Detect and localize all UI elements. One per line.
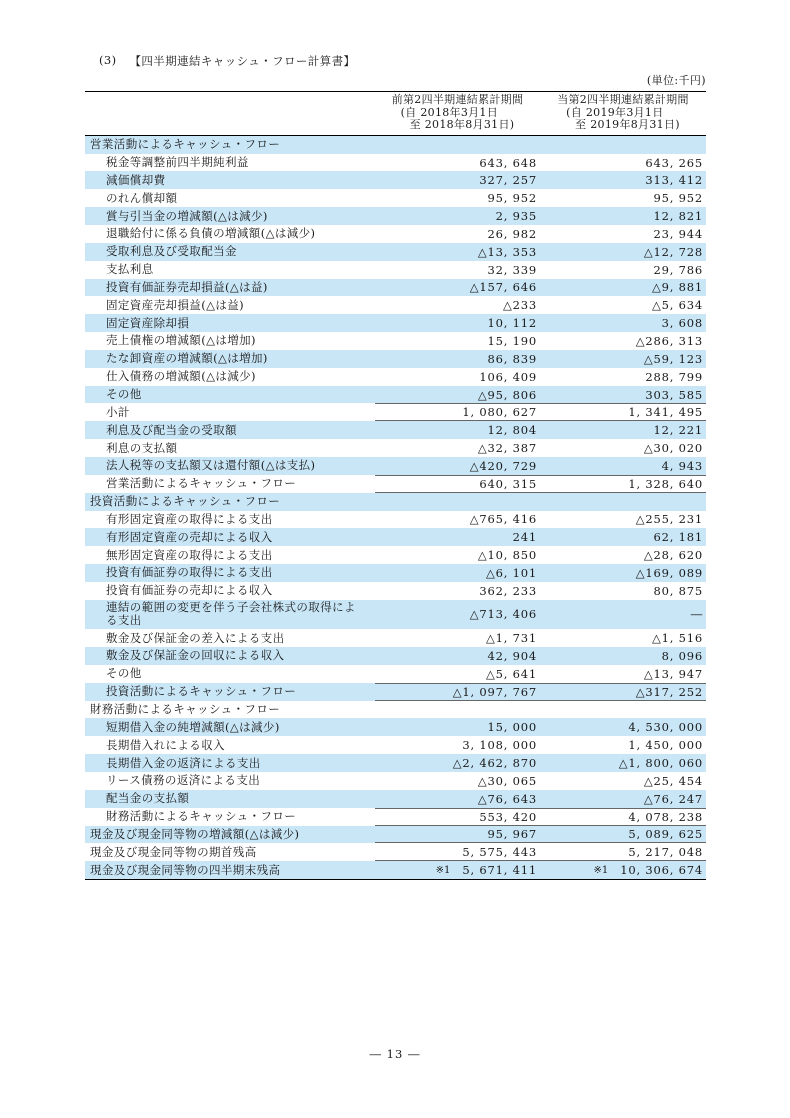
amount-value: 62, 181 — [653, 530, 703, 545]
table-row — [85, 861, 706, 879]
amount-value: 12, 221 — [653, 423, 703, 438]
amount-prior-period — [375, 457, 540, 475]
amount-current-period — [540, 718, 706, 736]
amount-value: 1, 328, 640 — [628, 476, 703, 491]
row-label: 投資活動によるキャッシュ・フロー — [106, 684, 297, 699]
amount-current-period — [540, 754, 706, 772]
row-label: 仕入債務の増減額(△は減少) — [106, 369, 256, 384]
row-label: 長期借入れによる収入 — [106, 737, 225, 752]
row-label: 現金及び現金同等物の四半期末残高 — [90, 862, 281, 877]
row-label: 売上債権の増減額(△は増加) — [106, 333, 256, 348]
amount-value: 95, 952 — [653, 191, 703, 206]
amount-prior-period — [375, 582, 540, 600]
row-label: その他 — [106, 387, 142, 402]
amount-current-period — [540, 207, 706, 225]
row-label: 投資活動によるキャッシュ・フロー — [90, 494, 281, 509]
amount-value: △765, 416 — [469, 512, 537, 527]
amount-prior-period — [375, 439, 540, 457]
table-row — [85, 511, 706, 529]
row-label: 利息及び配当金の受取額 — [106, 422, 237, 437]
amount-prior-period — [375, 493, 540, 511]
row-label: 敷金及び保証金の回収による収入 — [106, 648, 285, 663]
amount-value: 10, 112 — [487, 316, 537, 331]
amount-value: 12, 804 — [487, 423, 537, 438]
amount-value: △233 — [503, 298, 537, 313]
table-row — [85, 243, 706, 261]
amount-current-period — [540, 279, 706, 297]
amount-value: △30, 065 — [477, 773, 537, 788]
amount-value: △255, 231 — [635, 512, 703, 527]
amount-value: 15, 000 — [487, 720, 537, 735]
row-label: 敷金及び保証金の差入による支出 — [106, 630, 285, 645]
amount-current-period — [540, 171, 706, 189]
amount-prior-period — [375, 808, 540, 826]
amount-value: 5, 575, 443 — [462, 844, 537, 859]
section-number: (3) — [99, 53, 117, 67]
amount-value: 10, 306, 674 — [620, 863, 703, 878]
amount-value: 29, 786 — [653, 262, 703, 277]
table-row — [85, 629, 706, 647]
amount-value: 288, 799 — [645, 369, 703, 384]
amount-value: 8, 096 — [661, 648, 703, 663]
row-label: 投資有価証券の売却による収入 — [106, 583, 273, 598]
amount-current-period — [540, 582, 706, 600]
amount-value: 241 — [512, 530, 537, 545]
amount-value: 2, 935 — [495, 209, 537, 224]
amount-prior-period — [375, 546, 540, 564]
amount-current-period — [540, 261, 706, 279]
amount-current-period — [540, 493, 706, 511]
amount-prior-period — [375, 243, 540, 261]
amount-value: 553, 420 — [479, 809, 537, 824]
amount-current-period — [540, 368, 706, 386]
row-label: 税金等調整前四半期純利益 — [106, 155, 249, 170]
table-row — [85, 701, 706, 719]
table-row — [85, 808, 706, 826]
amount-current-period — [540, 564, 706, 582]
amount-current-period — [540, 332, 706, 350]
amount-value: 86, 839 — [487, 351, 537, 366]
amount-current-period — [540, 826, 706, 844]
amount-current-period — [540, 861, 706, 879]
amount-value: 15, 190 — [487, 333, 537, 348]
table-row — [85, 790, 706, 808]
amount-value: 106, 409 — [479, 369, 537, 384]
amount-prior-period — [375, 279, 540, 297]
row-label: 財務活動によるキャッシュ・フロー — [90, 702, 281, 717]
amount-value: △5, 641 — [485, 666, 537, 681]
amount-value: △32, 387 — [477, 441, 537, 456]
amount-value: 362, 233 — [479, 583, 537, 598]
amount-prior-period — [375, 843, 540, 861]
amount-current-period — [540, 736, 706, 754]
amount-prior-period — [375, 511, 540, 529]
table-row — [85, 154, 706, 172]
amount-prior-period — [375, 386, 540, 404]
table-body — [85, 136, 706, 879]
table-row — [85, 368, 706, 386]
table-row — [85, 564, 706, 582]
amount-value: 95, 952 — [487, 191, 537, 206]
table-row — [85, 403, 706, 421]
table-row — [85, 386, 706, 404]
amount-prior-period — [375, 701, 540, 719]
table-row — [85, 261, 706, 279]
table-row — [85, 136, 706, 154]
amount-value: 4, 078, 238 — [628, 809, 703, 824]
amount-prior-period — [375, 629, 540, 647]
amount-prior-period — [375, 826, 540, 844]
table-row — [85, 171, 706, 189]
row-label: 投資有価証券の取得による支出 — [106, 565, 273, 580]
amount-value: △1, 800, 060 — [618, 756, 703, 771]
amount-value: △2, 462, 870 — [452, 756, 537, 771]
amount-prior-period — [375, 600, 540, 630]
amount-prior-period — [375, 754, 540, 772]
date-from: (自 2019年3月1日 — [566, 105, 664, 119]
amount-value: △95, 806 — [477, 387, 537, 402]
row-label: 支払利息 — [106, 262, 154, 277]
amount-current-period — [540, 439, 706, 457]
amount-value: 5, 671, 411 — [462, 863, 537, 878]
amount-prior-period — [375, 718, 540, 736]
row-label: 受取利息及び受取配当金 — [106, 244, 237, 259]
row-label: 財務活動によるキャッシュ・フロー — [106, 809, 297, 824]
row-label: のれん償却額 — [106, 190, 178, 205]
amount-value: △59, 123 — [643, 351, 703, 366]
row-label: 減価償却費 — [106, 172, 166, 187]
date-from: (自 2018年3月1日 — [400, 105, 499, 119]
amount-value: △13, 353 — [477, 244, 537, 259]
amount-value: △1, 097, 767 — [452, 684, 537, 699]
table-row — [85, 279, 706, 297]
row-label: 固定資産売却損益(△は益) — [106, 297, 245, 312]
amount-current-period — [540, 457, 706, 475]
amount-current-period — [540, 136, 706, 154]
footnote-ref: ※1 — [593, 864, 609, 876]
amount-value: 1, 341, 495 — [628, 405, 703, 420]
amount-value: 643, 265 — [645, 155, 703, 170]
table-row — [85, 439, 706, 457]
table-row — [85, 457, 706, 475]
amount-current-period — [540, 511, 706, 529]
amount-value: 4, 530, 000 — [628, 720, 703, 735]
table-row — [85, 736, 706, 754]
amount-value: 4, 943 — [661, 458, 703, 473]
table-row — [85, 189, 706, 207]
amount-current-period — [540, 701, 706, 719]
table-row — [85, 600, 706, 630]
amount-current-period — [540, 772, 706, 790]
amount-value: 303, 585 — [645, 387, 703, 402]
row-label: 現金及び現金同等物の増減額(△は減少) — [90, 826, 300, 841]
amount-prior-period — [375, 171, 540, 189]
amount-prior-period — [375, 564, 540, 582]
amount-prior-period — [375, 861, 540, 879]
statement-body — [85, 73, 706, 880]
row-label: 有形固定資産の取得による支出 — [106, 511, 273, 526]
row-label: たな卸資産の増減額(△は増加) — [106, 351, 268, 366]
row-label: 営業活動によるキャッシュ・フロー — [90, 137, 281, 152]
amount-value: 640, 315 — [479, 476, 537, 491]
date-to: 至 2018年8月31日) — [409, 118, 515, 132]
table-row — [85, 332, 706, 350]
amount-value: 26, 982 — [487, 226, 537, 241]
amount-prior-period — [375, 207, 540, 225]
row-label: 利息の支払額 — [106, 440, 178, 455]
table-row — [85, 843, 706, 861]
table-row — [85, 718, 706, 736]
row-label: 賞与引当金の増減額(△は減少) — [106, 208, 268, 223]
amount-value: △25, 454 — [643, 773, 703, 788]
table-header — [85, 92, 706, 136]
amount-value: 327, 257 — [479, 173, 537, 188]
row-label: その他 — [106, 666, 142, 681]
table-row — [85, 350, 706, 368]
amount-current-period — [540, 314, 706, 332]
amount-value: △76, 247 — [643, 791, 703, 806]
amount-value: △76, 643 — [477, 791, 537, 806]
row-label: 投資有価証券売却損益(△は益) — [106, 279, 268, 294]
table-row — [85, 225, 706, 243]
amount-value: 95, 967 — [487, 826, 537, 841]
row-label: 小計 — [106, 404, 130, 419]
amount-prior-period — [375, 314, 540, 332]
amount-prior-period — [375, 350, 540, 368]
amount-current-period — [540, 843, 706, 861]
row-label: 退職給付に係る負債の増減額(△は減少) — [106, 226, 316, 241]
amount-value: 3, 108, 000 — [462, 738, 537, 753]
amount-current-period — [540, 475, 706, 493]
row-label: 固定資産除却損 — [106, 315, 190, 330]
period-dates — [566, 107, 680, 132]
amount-current-period — [540, 600, 706, 630]
amount-current-period — [540, 421, 706, 439]
amount-current-period — [540, 386, 706, 404]
amount-current-period — [540, 528, 706, 546]
row-label: リース債務の返済による支出 — [106, 773, 261, 788]
amount-prior-period — [375, 261, 540, 279]
cash-flow-table — [85, 91, 706, 880]
period-dates — [401, 107, 515, 132]
amount-value: △420, 729 — [469, 458, 537, 473]
amount-current-period — [540, 296, 706, 314]
amount-value: 5, 089, 625 — [628, 826, 703, 841]
table-row — [85, 475, 706, 493]
amount-prior-period — [375, 403, 540, 421]
amount-prior-period — [375, 368, 540, 386]
amount-value: 1, 080, 627 — [462, 405, 537, 420]
amount-current-period — [540, 683, 706, 701]
period-label: 当第2四半期連結累計期間 — [557, 93, 689, 106]
table-row — [85, 582, 706, 600]
amount-value: △30, 020 — [643, 441, 703, 456]
amount-value: △10, 850 — [477, 548, 537, 563]
table-row — [85, 207, 706, 225]
date-to: 至 2019年8月31日) — [575, 118, 680, 132]
row-label: 短期借入金の純増減額(△は減少) — [106, 719, 280, 734]
amount-value: ― — [690, 607, 703, 622]
amount-prior-period — [375, 736, 540, 754]
row-label: 連結の範囲の変更を伴う子会社株式の取得による支出 — [106, 600, 356, 628]
column-header-current-period — [540, 94, 706, 132]
amount-current-period — [540, 350, 706, 368]
table-row — [85, 296, 706, 314]
amount-prior-period — [375, 790, 540, 808]
amount-current-period — [540, 790, 706, 808]
amount-current-period — [540, 808, 706, 826]
amount-prior-period — [375, 225, 540, 243]
unit-note: (単位:千円) — [646, 74, 706, 87]
statement-title: 【四半期連結キャッシュ・フロー計算書】 — [129, 54, 356, 68]
table-row — [85, 421, 706, 439]
amount-prior-period — [375, 154, 540, 172]
amount-value: △713, 406 — [469, 607, 537, 622]
amount-prior-period — [375, 136, 540, 154]
table-row — [85, 314, 706, 332]
row-label: 長期借入金の返済による支出 — [106, 755, 261, 770]
amount-value: △1, 731 — [485, 631, 537, 646]
row-label: 配当金の支払額 — [106, 791, 190, 806]
amount-prior-period — [375, 665, 540, 683]
row-label: 法人税等の支払額又は還付額(△は支払) — [106, 458, 316, 473]
amount-value: △317, 252 — [635, 684, 703, 699]
period-label: 前第2四半期連結累計期間 — [391, 93, 524, 106]
amount-current-period — [540, 629, 706, 647]
footnote-ref: ※1 — [435, 864, 451, 876]
amount-value: 313, 412 — [645, 173, 703, 188]
column-header-prior-period — [375, 94, 540, 132]
amount-value: 42, 904 — [487, 648, 537, 663]
header-spacer — [85, 94, 375, 132]
table-row — [85, 647, 706, 665]
amount-value: △286, 313 — [635, 333, 703, 348]
amount-value: 5, 217, 048 — [628, 844, 703, 859]
amount-prior-period — [375, 772, 540, 790]
page-title — [99, 53, 355, 69]
amount-value: 32, 339 — [487, 262, 537, 277]
amount-current-period — [540, 243, 706, 261]
amount-current-period — [540, 665, 706, 683]
table-row — [85, 493, 706, 511]
amount-value: 1, 450, 000 — [628, 738, 703, 753]
amount-prior-period — [375, 296, 540, 314]
amount-value: △28, 620 — [643, 548, 703, 563]
row-label: 有形固定資産の売却による収入 — [106, 529, 273, 544]
amount-value: 3, 608 — [661, 316, 703, 331]
row-label: 無形固定資産の取得による支出 — [106, 547, 273, 562]
amount-value: △157, 646 — [469, 280, 537, 295]
amount-current-period — [540, 546, 706, 564]
amount-value: △13, 947 — [643, 666, 703, 681]
amount-prior-period — [375, 528, 540, 546]
amount-value: △6, 101 — [485, 565, 537, 580]
table-row — [85, 772, 706, 790]
amount-value: 80, 875 — [653, 583, 703, 598]
table-row — [85, 665, 706, 683]
amount-prior-period — [375, 332, 540, 350]
amount-prior-period — [375, 647, 540, 665]
amount-value: △169, 089 — [635, 565, 703, 580]
amount-value: 23, 944 — [653, 226, 703, 241]
table-row — [85, 754, 706, 772]
page-number: ― 13 ― — [369, 1047, 421, 1061]
amount-value: △12, 728 — [643, 244, 703, 259]
row-label: 現金及び現金同等物の期首残高 — [90, 844, 257, 859]
amount-value: △5, 634 — [651, 298, 703, 313]
table-row — [85, 826, 706, 844]
table-row — [85, 683, 706, 701]
amount-prior-period — [375, 475, 540, 493]
amount-value: 643, 648 — [479, 155, 537, 170]
amount-current-period — [540, 189, 706, 207]
amount-prior-period — [375, 421, 540, 439]
table-row — [85, 528, 706, 546]
amount-prior-period — [375, 189, 540, 207]
amount-current-period — [540, 225, 706, 243]
amount-value: 12, 821 — [653, 209, 703, 224]
amount-current-period — [540, 154, 706, 172]
amount-value: △1, 516 — [651, 631, 703, 646]
amount-current-period — [540, 647, 706, 665]
amount-current-period — [540, 403, 706, 421]
amount-value: △9, 881 — [651, 280, 703, 295]
row-label: 営業活動によるキャッシュ・フロー — [106, 476, 297, 491]
table-row — [85, 546, 706, 564]
amount-prior-period — [375, 683, 540, 701]
